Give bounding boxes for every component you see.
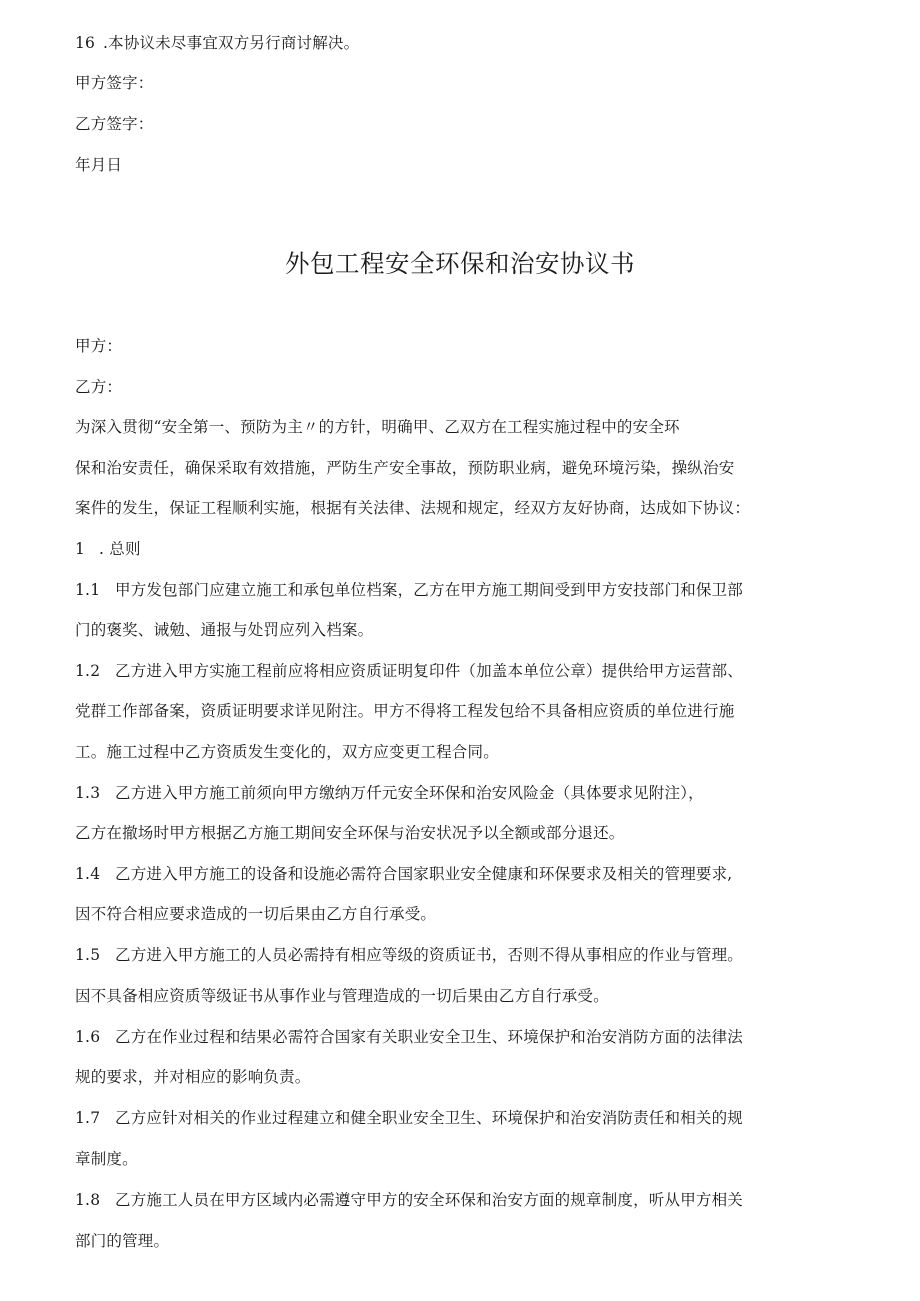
clause-text: 甲方发包部门应建立施工和承包单位档案，乙方在甲方施工期间受到甲方安技部门和保卫部 bbox=[115, 581, 744, 599]
clause-text: 乙方进入甲方施工前须向甲方缴纳万仟元安全环保和治安风险金（具体要求见附注）， bbox=[115, 784, 704, 802]
clause-1-1 bbox=[75, 580, 743, 600]
clause-number: 1.3 bbox=[75, 784, 101, 802]
clause-number: 1.7 bbox=[75, 1109, 101, 1127]
clause-1-3 bbox=[75, 783, 704, 803]
clause-number: 1.2 bbox=[75, 662, 101, 680]
document-title: 外包工程安全环保和治安协议书 bbox=[285, 249, 635, 278]
clause-number: 16 bbox=[75, 34, 96, 52]
party-a-label: 甲方： bbox=[75, 337, 123, 355]
clause-text: 工。施工过程中乙方资质发生变化的，双方应变更工程合同。 bbox=[75, 743, 499, 761]
clause-text: 乙方进入甲方施工的设备和设施必需符合国家职业安全健康和环保要求及相关的管理要求, bbox=[115, 865, 733, 883]
clause-1-6 bbox=[75, 1027, 743, 1047]
clause-text: 乙方施工人员在甲方区域内必需遵守甲方的安全环保和治安方面的规章制度，听从甲方相关 bbox=[115, 1191, 744, 1209]
clause-text: 党群工作部备案，资质证明要求详见附注。甲方不得将工程发包给不具备相应资质的单位进行施 bbox=[75, 702, 735, 720]
section-number: 1 bbox=[75, 540, 86, 558]
clause-1-8 bbox=[75, 1190, 743, 1210]
clause-text: 乙方在作业过程和结果必需符合国家有关职业安全卫生、环境保护和治安消防方面的法律法 bbox=[115, 1028, 744, 1046]
intro-line: 案件的发生，保证工程顺利实施，根据有关法律、法规和规定，经双方友好协商，达成如下协议： bbox=[75, 499, 751, 517]
clause-text: 因不具备相应资质等级证书从事作业与管理造成的一切后果由乙方自行承受。 bbox=[75, 987, 609, 1005]
clause-number: 1.5 bbox=[75, 946, 101, 964]
clause-16 bbox=[75, 33, 359, 53]
clause-text: 门的褒奖、诫勉、通报与处罚应列入档案。 bbox=[75, 621, 374, 639]
clause-number: 1.6 bbox=[75, 1028, 101, 1046]
party-a-signature-label: 甲方签字： bbox=[75, 74, 154, 92]
clause-1-5 bbox=[75, 945, 743, 965]
clause-text: 乙方应针对相关的作业过程建立和健全职业安全卫生、环境保护和治安消防责任和相关的规 bbox=[115, 1109, 744, 1127]
clause-number: 1.4 bbox=[75, 865, 101, 883]
clause-number: 1.1 bbox=[75, 581, 101, 599]
party-b-signature-label: 乙方签字： bbox=[75, 115, 154, 133]
date-label: 年月日 bbox=[75, 156, 123, 174]
clause-text: 乙方进入甲方施工的人员必需持有相应等级的资质证书，否则不得从事相应的作业与管理。 bbox=[115, 946, 744, 964]
clause-text: 乙方进入甲方实施工程前应将相应资质证明复印件（加盖本单位公章）提供给甲方运营部、 bbox=[115, 662, 744, 680]
clause-text: 规的要求，并对相应的影响负责。 bbox=[75, 1068, 311, 1086]
clause-text: 章制度。 bbox=[75, 1150, 138, 1168]
clause-text: .本协议未尽事宜双方另行商讨解决。 bbox=[103, 34, 360, 52]
clause-1-2 bbox=[75, 661, 743, 681]
party-b-label: 乙方： bbox=[75, 378, 123, 396]
clause-1-7 bbox=[75, 1108, 743, 1128]
clause-1-4 bbox=[75, 864, 732, 884]
intro-line: 为深入贯彻“安全第一、预防为主〃的方针，明确甲、乙双方在工程实施过程中的安全环 bbox=[75, 418, 680, 436]
section-title: . 总则 bbox=[99, 540, 141, 558]
clause-text: 因不符合相应要求造成的一切后果由乙方自行承受。 bbox=[75, 905, 437, 923]
clause-number: 1.8 bbox=[75, 1191, 101, 1209]
clause-text: 乙方在撤场时甲方根据乙方施工期间安全环保与治安状况予以全额或部分退还。 bbox=[75, 824, 625, 842]
intro-line: 保和治安责任，确保采取有效措施，严防生产安全事故，预防职业病，避免环境污染，操纵治安 bbox=[75, 459, 735, 477]
section-heading-general bbox=[75, 539, 141, 559]
clause-text: 部门的管理。 bbox=[75, 1232, 170, 1250]
